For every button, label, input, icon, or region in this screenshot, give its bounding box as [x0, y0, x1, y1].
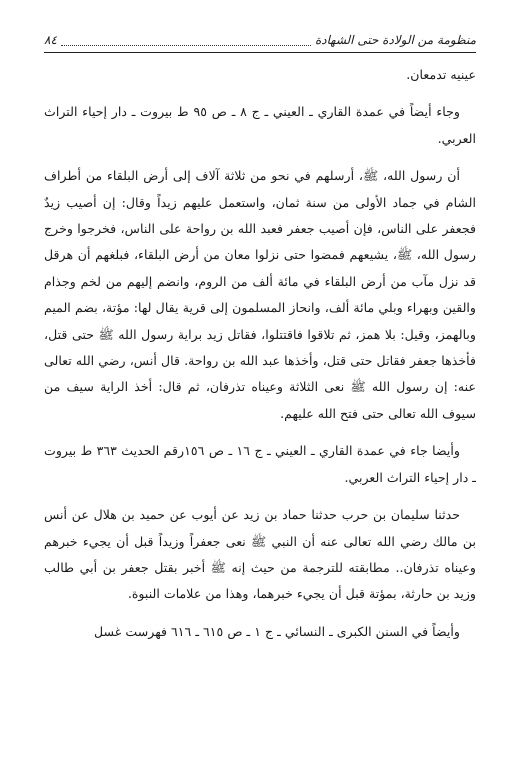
paragraph-source-2: وأيضا جاء في عمدة القاري ـ العيني ـ ج ١٦ ـ ص ١٥٦رقم الحديث ٣٦٣ ط بيروت ـ دار إحياء التراث العربي.: [44, 443, 476, 485]
paragraph-source-3: وأيضاً في السنن الكبرى ـ النسائي ـ ج ١ ـ ص ٦١٥ ـ ٦١٦ فهرست غسل: [93, 623, 460, 639]
running-header: [44, 30, 476, 50]
paragraph-continuation: عينيه تدمعان.: [406, 67, 476, 82]
paragraph-narration-2: حدثنا سليمان بن حرب حدثنا حماد بن زيد عن أيوب عن حميد بن هلال عن أنس بن مالك رضي الله تعالى عنه أن النبي ﷺ نعى جعفراً وزيداً قبل أن يجيء خبرهم وعيناه تذرفان.. مطابقته للترجمة من حيث إنه ﷺ أخبر بقتل جعفر بن أبي طالب وزيد بن حارثة، بمؤتة قبل أن يجيء خبرهما، وهذا من علامات النبوة.: [44, 507, 476, 602]
paragraph-source-1: وجاء أيضاً في عمدة القاري ـ العيني ـ ج ٨ ـ ص ٩٥ ط بيروت ـ دار إحياء التراث العربي.: [44, 104, 476, 146]
page-number: ٨٤: [44, 33, 57, 47]
dotted-leader: [61, 35, 311, 46]
header-rule: [44, 52, 476, 53]
paragraph-narration-1: أن رسول الله، ﷺ، أرسلهم في نحو من ثلاثة آلاف إلى أرض البلقاء من أطراف الشام في جماد الأولى من سنة ثمان، واستعمل عليهم زيداً وقال: إن أصيب زيدٌ فجعفر على الناس، فإن أصيب جعفر فعبد الله بن رواحة على الناس، فخرجوا وخرج رسول الله، ﷺ، يشيعهم فمضوا حتى نزلوا معان من أرض البلقاء، فبلغهم أن هرقل قد نزل مآب من أرض البلقاء في مائة ألف من الروم، وانضم إليهم من لخم وجذام والقين وبهراء وبلي مائة ألف، وانحاز المسلمون إلى قرية يقال لها: مؤتة، بضم الميم وبالهمز، وقيل: بلا همز، ثم تلاقوا فاقتتلوا، فقاتل زيد براية رسول الله ﷺ حتى قتل، فأخذها جعفر فقاتل حتى قتل، وأخذها عبد الله بن رواحة. قال أنس، رضي الله تعالى عنه: إن رسول الله ﷺ نعى الثلاثة وعيناه تذرفان، ثم قال: أخذ الراية سيف من سيوف الله تعالى حتى فتح الله عليهم.: [44, 168, 476, 421]
running-title: منظومة من الولادة حتى الشهادة: [315, 33, 476, 47]
page-body: [44, 62, 476, 756]
